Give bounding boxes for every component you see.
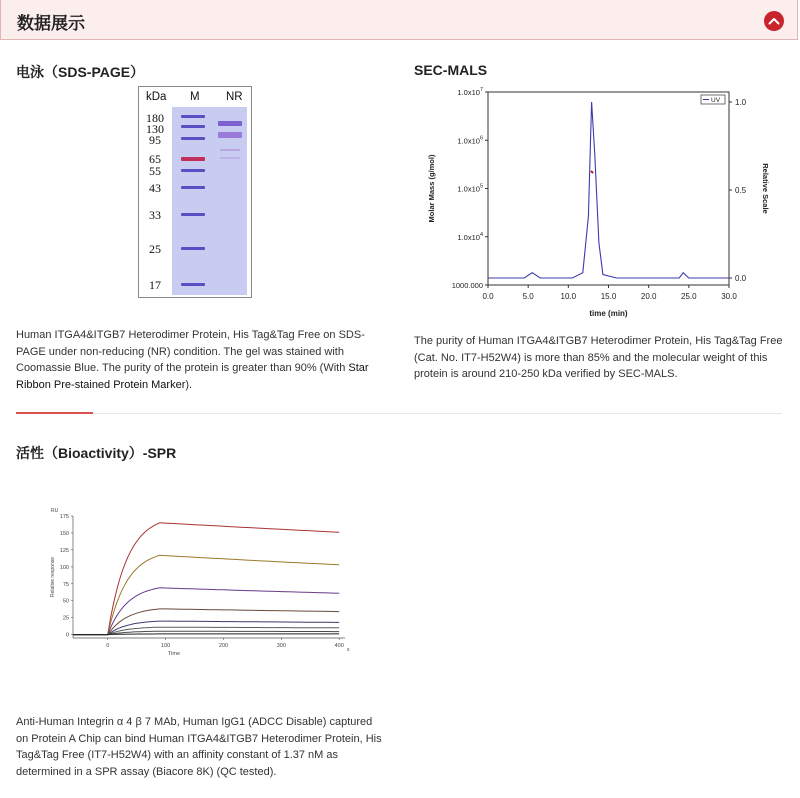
x-tick-label: 0.0 (482, 292, 494, 301)
y-tick-label: 1000.000 (451, 281, 483, 290)
y-unit-label: RU (51, 508, 59, 514)
marker-label: 17 (149, 278, 161, 292)
gel-header-kda: kDa (146, 91, 167, 103)
marker-band (181, 157, 205, 161)
marker-label: 95 (149, 133, 161, 147)
spr-curve (73, 523, 339, 635)
section-title: 数据展示 (17, 14, 85, 33)
marker-band (181, 186, 205, 189)
y2-tick-label: 0.0 (735, 274, 747, 283)
x-tick-label: 5.0 (522, 292, 534, 301)
section-divider (16, 413, 782, 414)
y-tick-label: 150 (59, 530, 69, 537)
gel-header-nr: NR (226, 91, 243, 103)
y-tick-label: 125 (59, 547, 69, 554)
y-tick-label: $1.0x10^4$ (457, 231, 483, 242)
y-tick-label: 100 (59, 564, 69, 571)
marker-band (181, 169, 205, 172)
gel-header-m: M (190, 91, 200, 103)
y-tick-label: 175 (59, 514, 69, 520)
y-tick-label: 75 (62, 581, 69, 588)
marker-label: 33 (149, 208, 161, 222)
marker-band (181, 283, 205, 286)
sds-description-end: ). (185, 378, 193, 391)
x-tick-label: 15.0 (600, 292, 617, 301)
sds-page-title: 电泳（SDS-PAGE） (16, 64, 145, 80)
marker-band (181, 115, 205, 118)
x-tick-label: 10.0 (560, 292, 577, 301)
sds-page-description (16, 327, 378, 393)
x-tick-label: 25.0 (681, 292, 697, 301)
marker-label: 65 (149, 152, 161, 166)
spr-description: Anti-Human Integrin α 4 β 7 MAb, Human IgG1 (ADCC Disable) captured on Protein A Chip can bind Human ITGA4&ITGB7 Heterodimer Protein, His Tag&Tag Free (IT7-H52W4) with an affinity constant of 1.37 nM as determined in a SPR assay (Biacore 8K) (QC tested). (16, 716, 382, 778)
y-tick-label: $1.0x10^7$ (457, 87, 483, 97)
x-tick-label: 200 (218, 643, 229, 649)
marker-label: 55 (149, 164, 161, 178)
sample-band (218, 121, 242, 126)
x-axis-label: Time (167, 651, 181, 657)
divider-accent (16, 412, 93, 414)
x-tick-label: 0 (106, 643, 110, 649)
spr-curve (73, 634, 339, 635)
molar-mass-trace (591, 171, 593, 173)
y2-tick-label: 1.0 (735, 98, 747, 107)
x-tick-label: 100 (161, 643, 171, 649)
legend-label: UV (711, 97, 721, 104)
y2-axis-label: Relative Scale (761, 163, 770, 214)
sec-mals-chart (422, 84, 782, 324)
y-tick-label: 50 (62, 598, 69, 605)
marker-label: 43 (149, 181, 161, 195)
sample-band (218, 132, 242, 138)
section-header (0, 0, 798, 40)
sec-mals-title: SEC-MALS (414, 62, 488, 78)
y-axis-label: Molar Mass (g/mol) (427, 154, 436, 223)
y-tick-label: $1.0x10^5$ (457, 183, 483, 194)
collapse-button[interactable] (764, 11, 784, 31)
sample-band (220, 149, 240, 151)
x-tick-label: 20.0 (640, 292, 657, 301)
marker-label: 130 (146, 122, 164, 136)
y-tick-label: 25 (62, 615, 69, 622)
sec-mals-description: The purity of Human ITGA4&ITGB7 Heterodimer Protein, His Tag&Tag Free (Cat. No. IT7-H52W4) is more than 85% and the molecular weight of this protein is around 210-250 kDa verified by SEC-MALS. (414, 335, 783, 380)
marker-band (181, 125, 205, 128)
x-tick-label: 30.0 (721, 292, 737, 301)
x-tick-label: 300 (276, 643, 286, 649)
sds-description-text: Human ITGA4&ITGB7 Heterodimer Protein, His Tag&Tag Free on SDS-PAGE under non-reducing (NR) condition. The gel was stained with Coomassie Blue. The purity of the protein is greater than 90% (With (16, 329, 365, 374)
x-tick-label: 400 (334, 643, 344, 649)
marker-band (181, 213, 205, 216)
spr-chart (40, 508, 360, 668)
marker-band (181, 247, 205, 250)
marker-label: 180 (146, 111, 164, 125)
marker-product-link[interactable]: Star Ribbon Pre-stained Protein Marker (16, 362, 369, 391)
plot-frame (488, 92, 729, 285)
y-tick-label: $1.0x10^6$ (457, 135, 483, 146)
x-axis-label: time (min) (589, 309, 628, 318)
chevron-up-icon (768, 16, 780, 26)
marker-band (181, 137, 205, 140)
y2-tick-label: 0.5 (735, 186, 747, 195)
y-tick-label: 0 (65, 632, 69, 639)
spr-title: 活性（Bioactivity）-SPR (16, 445, 177, 461)
x-unit-label: s (347, 647, 350, 653)
sample-band (220, 157, 240, 159)
uv-trace (488, 102, 729, 278)
y-axis-label: Relative response (50, 556, 56, 598)
marker-label: 25 (149, 242, 161, 256)
